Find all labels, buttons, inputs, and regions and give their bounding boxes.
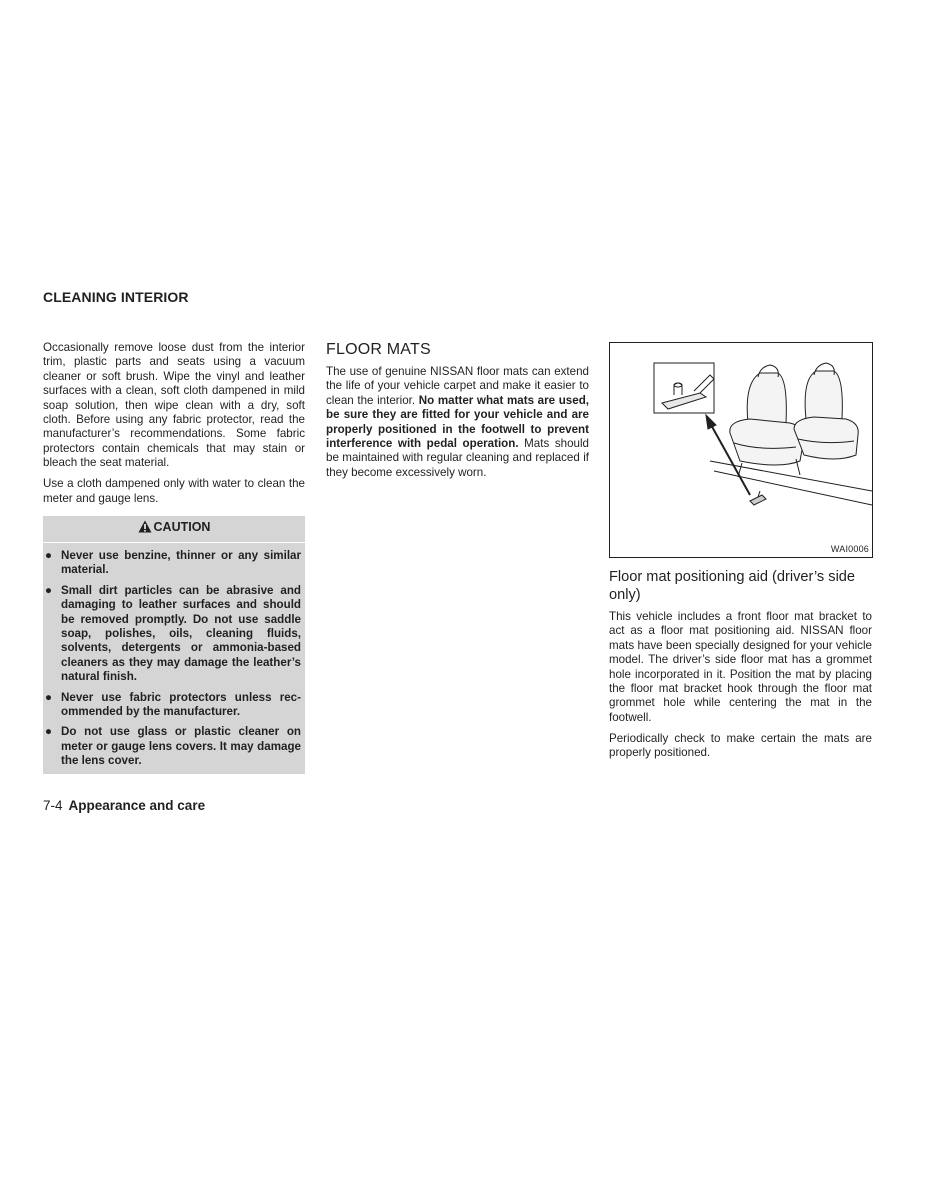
caution-title: CAUTION [153, 519, 211, 534]
caution-item [45, 584, 301, 685]
caution-list [45, 549, 301, 769]
caution-item [45, 725, 301, 768]
figure-code: WAI0006 [830, 543, 869, 554]
column-floor-mats [326, 340, 589, 487]
caution-item-text: Small dirt particles can be abrasive and damaging to leather surfaces and should be removed promptly. Do not use saddle soap, polishes, oils, cleaning fluids, solvents, detergents or ammonia-based cleaners as they may damage the leather’s natural finish. [61, 583, 301, 684]
caution-header [43, 519, 305, 543]
paragraph-meter-lens: Use a cloth dampened only with water to clean the meter and gauge lens. [43, 477, 305, 505]
chapter-title: Appearance and care [68, 798, 206, 813]
paragraph-floor-mats [326, 365, 589, 480]
section-title: CLEANING INTERIOR [43, 289, 189, 305]
caution-item [45, 549, 301, 578]
caution-box [43, 516, 305, 774]
bullet-dot: ● [45, 690, 53, 704]
warning-triangle-icon [138, 520, 152, 537]
floor-mats-text-2: Mats should be maintained with regular cleaning and replaced if they become excessively worn. [326, 437, 589, 479]
caution-item [45, 691, 301, 720]
bullet-dot: ● [45, 548, 53, 562]
paragraph-interior-dust: Occasionally remove loose dust from the interior trim, plastic parts and seats using a vacuum cleaner or soft brush. Wipe the vinyl and leather surfaces with a clean, soft cloth dampened in mild soap solution, then wipe clean with a dry, soft cloth. Before using any fabric protector, read the manufacturer’s recommendations. Some fabric protectors contain chemicals that may stain or bleach the seat material. [43, 341, 305, 470]
caution-item-text: Never use fabric protectors unless recommended by the manufacturer. [61, 690, 301, 719]
floor-mats-text-1: The use of genuine NISSAN floor mats can extend the life of your vehicle carpet and make it easier to clean the interior. [326, 365, 589, 407]
caution-item-text: Do not use glass or plastic cleaner on meter or gauge lens covers. It may damage the lens cover. [61, 725, 301, 768]
caution-item-text: Never use benzine, thinner or any similar material. [61, 548, 301, 577]
column-positioning-aid [609, 342, 872, 767]
seat-illustration [610, 343, 872, 557]
page-number: 7-4 [43, 798, 63, 813]
bullet-dot: ● [45, 583, 53, 597]
bullet-dot: ● [45, 725, 53, 739]
paragraph-periodic-check: Periodically check to make certain the mats are properly positioned. [609, 731, 872, 760]
floor-mats-warning-text: No matter what mats are used, be sure they are fitted for your vehicle and are properly positioned in the footwell to prevent interference with pedal operation. [326, 393, 589, 451]
column-cleaning-interior [43, 341, 305, 774]
floor-mat-figure [609, 342, 873, 558]
page-footer [43, 798, 205, 813]
floor-mats-heading: FLOOR MATS [326, 341, 431, 358]
figure-caption: Floor mat positioning aid (driver’s side only) [609, 569, 856, 603]
paragraph-positioning-aid: This vehicle includes a front floor mat bracket to act as a floor mat positioning aid. NISSAN floor mats have been specially designed for your vehicle model. The driver’s side floor mat has a grommet hole incorporated in it. Position the mat by placing the floor mat bracket hook through the floor mat grommet hole while centering the mat in the footwell. [609, 610, 872, 724]
